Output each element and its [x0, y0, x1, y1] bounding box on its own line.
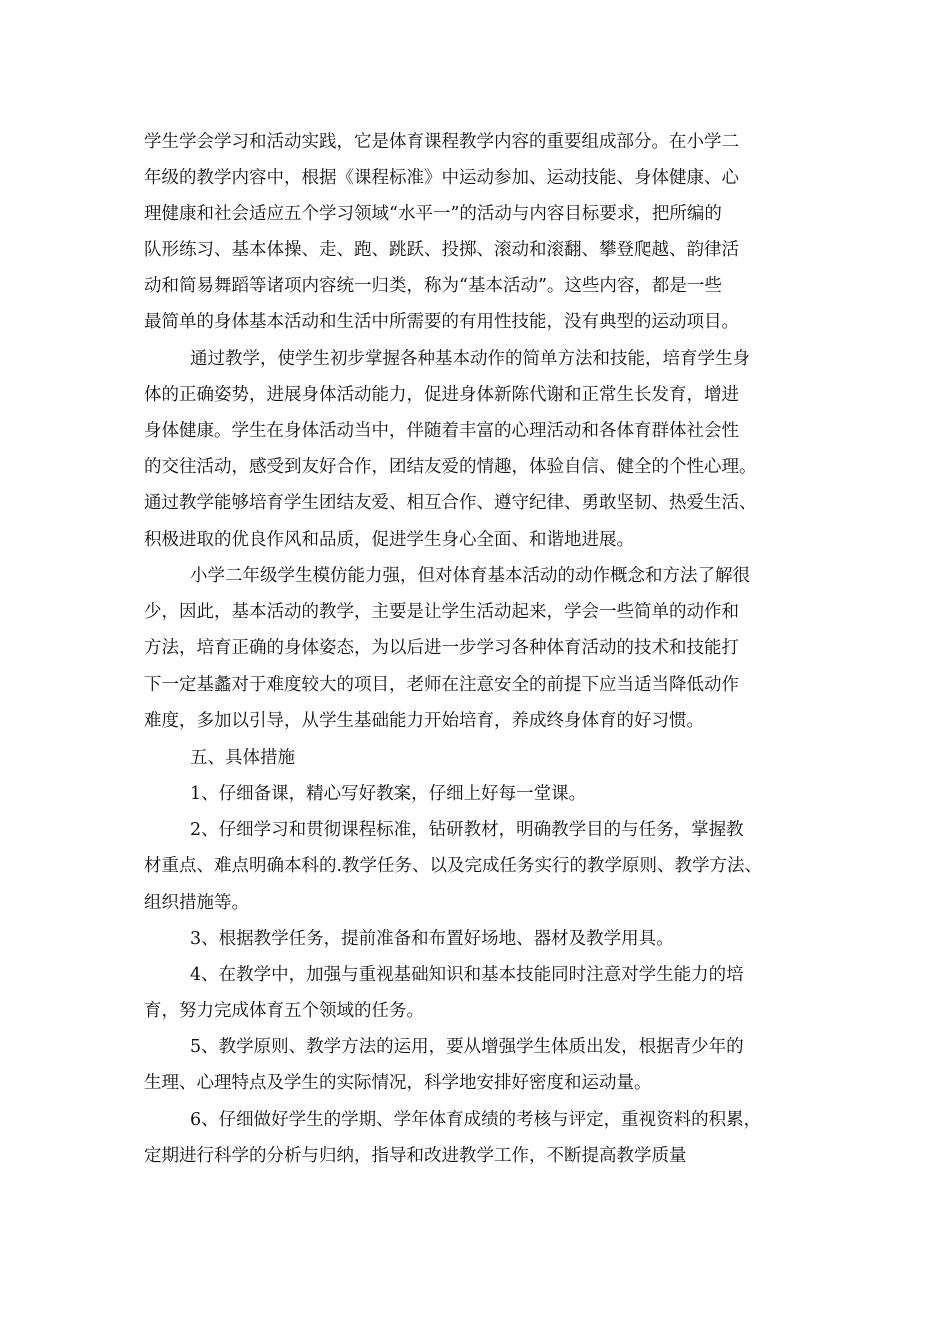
text-line: 定期进行科学的分析与归纳，指导和改进教学工作，不断提高教学质量: [144, 1146, 687, 1166]
text-line: 体的正确姿势，进展身体活动能力，促进身体新陈代谢和正常生长发育，增进: [144, 385, 739, 405]
text-line: 1、仔细备课，精心写好教案，仔细上好每一堂课。: [190, 784, 587, 804]
text-line: 的交往活动，感受到友好合作，团结友爱的情趣，体验自信、健全的个性心理。: [144, 457, 757, 477]
text-line: 6、仔细做好学生的学期、学年体育成绩的考核与评定，重视资料的积累，: [190, 1110, 762, 1130]
text-line: 小学二年级学生模仿能力强，但对体育基本活动的动作概念和方法了解很: [190, 566, 750, 586]
text-line: 通过教学，使学生初步掌握各种基本动作的简单方法和技能，培育学生身: [190, 349, 750, 369]
text-line: 积极进取的优良作风和品质，促进学生身心全面、和谐地进展。: [144, 530, 634, 550]
text-line: 方法，培育正确的身体姿态，为以后进一步学习各种体育活动的技术和技能打: [144, 638, 739, 658]
text-line: 组织措施等。: [144, 893, 249, 913]
text-line: 身体健康。学生在身体活动当中，伴随着丰富的心理活动和各体育群体社会性: [144, 421, 739, 441]
text-line: 下一定基蠡对于难度较大的项目，老师在注意安全的前提下应当适当降低动作: [144, 675, 739, 695]
text-line: 少，因此，基本活动的教学，主要是让学生活动起来，学会一些简单的动作和: [144, 602, 739, 622]
text-line: 通过教学能够培育学生团结友爱、相互合作、遵守纪律、勇敢坚韧、热爱生活、: [144, 493, 757, 513]
text-line: 理健康和社会适应五个学习领域“水平一”的活动与内容目标要求，把所编的: [144, 204, 722, 224]
text-line: 难度，多加以引导，从学生基础能力开始培育，养成终身体育的好习惯。: [144, 711, 704, 731]
text-line: 2、仔细学习和贯彻课程标准，钻研教材，明确教学目的与任务，掌握教: [190, 820, 744, 840]
text-line: 4、在教学中，加强与重视基础知识和基本技能同时注意对学生能力的培: [190, 965, 744, 985]
text-line: 年级的教学内容中，根据《课程标准》中运动参加、运动技能、身体健康、心: [144, 168, 739, 188]
text-line: 学生学会学习和活动实践，它是体育课程教学内容的重要组成部分。在小学二: [144, 132, 739, 152]
text-line: 最简单的身体基本活动和生活中所需要的有用性技能，没有典型的运动项目。: [144, 312, 739, 332]
text-line: 生理、心理特点及学生的实际情况，科学地安排好密度和运动量。: [144, 1073, 652, 1093]
text-line: 队形练习、基本体操、走、跑、跳跃、投掷、滚动和滚翻、攀登爬越、韵律活: [144, 240, 739, 260]
section-heading: 五、具体措施: [190, 748, 295, 768]
text-line: 材重点、难点明确本科的.教学任务、以及完成任务实行的教学原则、教学方法、: [144, 856, 763, 876]
text-line: 育，努力完成体育五个领域的任务。: [144, 1001, 424, 1021]
text-line: 动和简易舞蹈等诸项内容统一归类，称为“基本活动”。这些内容，都是一些: [144, 276, 722, 296]
text-line: 5、教学原则、教学方法的运用，要从增强学生体质出发，根据青少年的: [190, 1037, 744, 1057]
text-line: 3、根据教学任务，提前准备和布置好场地、器材及教学用具。: [190, 929, 674, 949]
